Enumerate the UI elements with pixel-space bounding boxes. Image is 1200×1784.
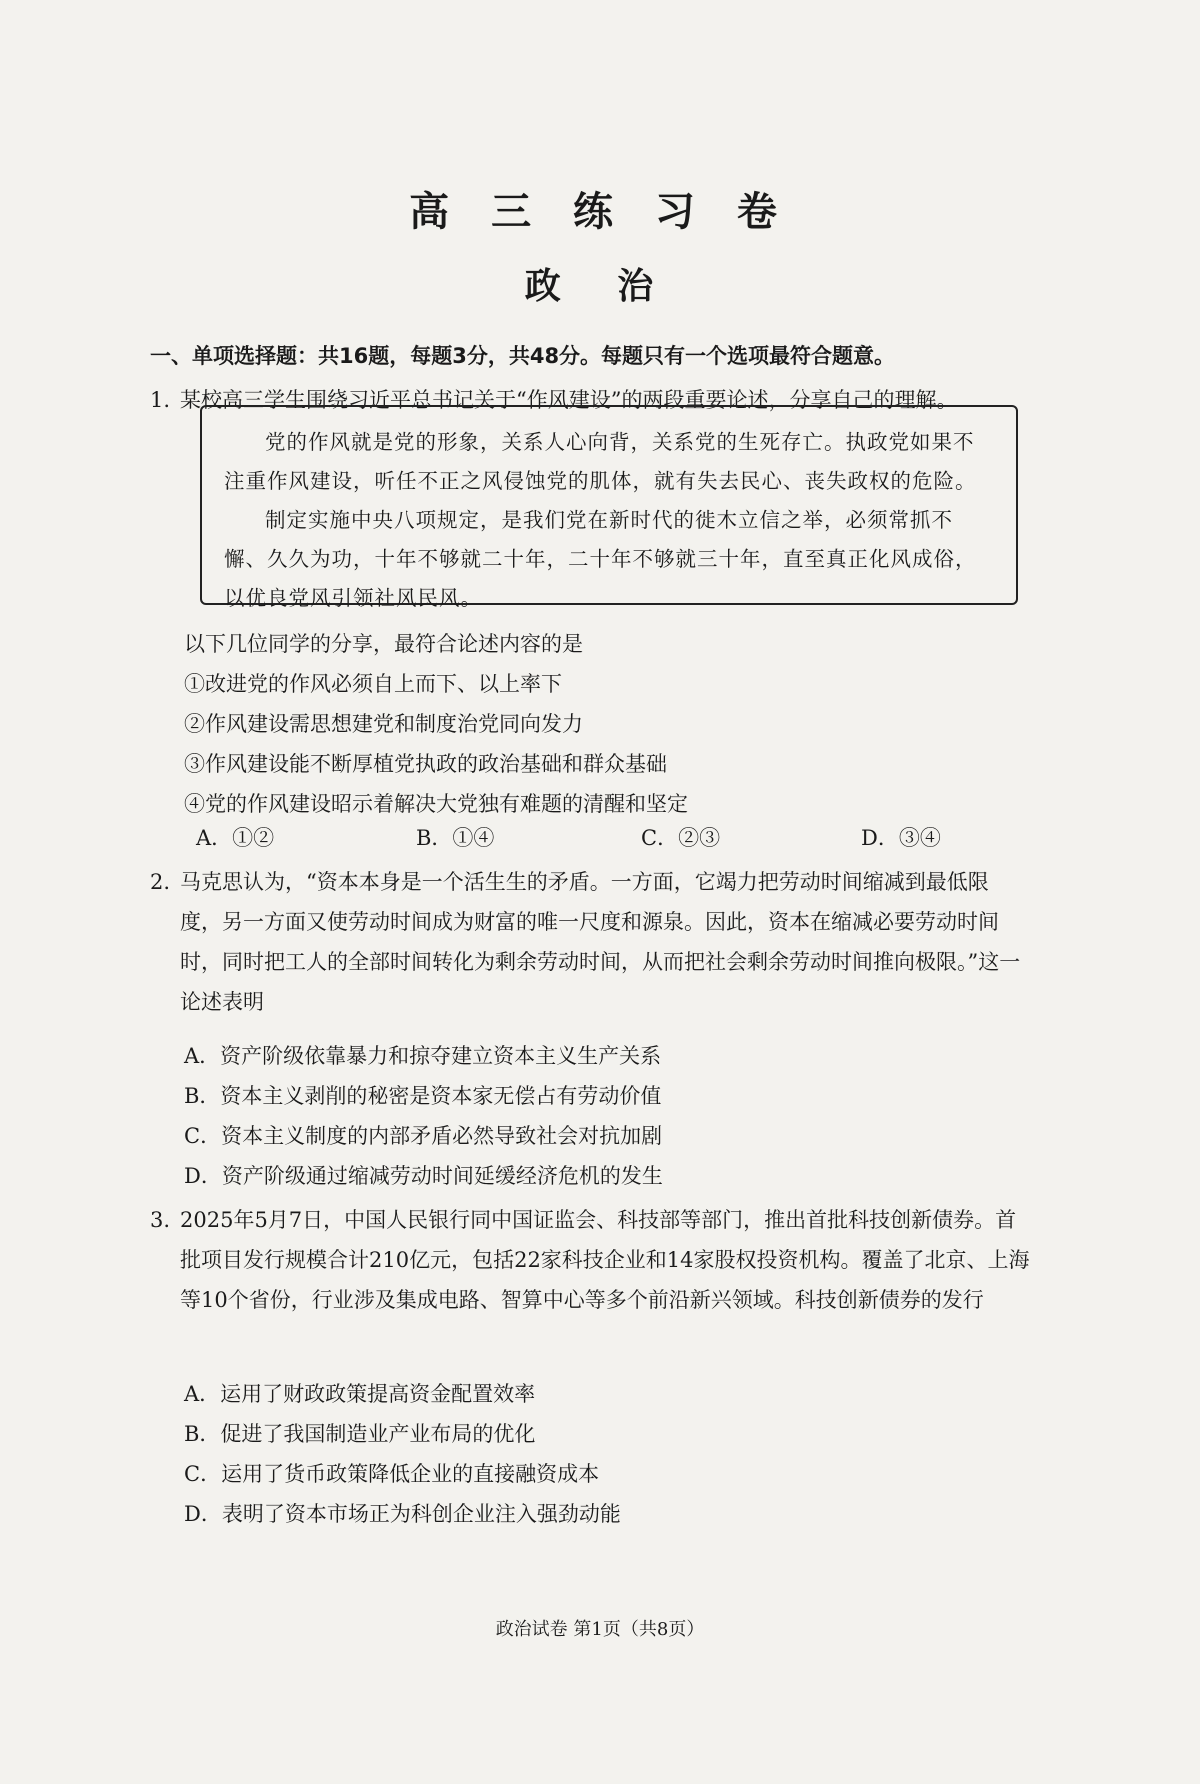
option-c[interactable]: C．②③: [641, 826, 721, 850]
option-c[interactable]: C．资本主义制度的内部矛盾必然导致社会对抗加剧: [184, 1124, 663, 1148]
option-b[interactable]: B．促进了我国制造业产业布局的优化: [184, 1422, 536, 1446]
statement-item: ①改进党的作风必须自上而下、以上率下: [184, 672, 562, 696]
page-footer: 政治试卷 第1页（共8页）: [495, 1619, 705, 1640]
question-1-options: [196, 822, 1036, 854]
option-a[interactable]: A．运用了财政政策提高资金配置效率: [184, 1382, 536, 1406]
statement-item: ④党的作风建设昭示着解决大党独有难题的清醒和坚定: [184, 792, 688, 816]
question-1-prompt: 以下几位同学的分享，最符合论述内容的是: [184, 632, 583, 656]
question-number: 2.: [150, 870, 171, 894]
question-text: 马克思认为，“资本本身是一个活生生的矛盾。一方面，它竭力把劳动时间缩减到最低限度，另一方面又使劳动时间成为财富的唯一尺度和源泉。因此，资本在缩减必要劳动时间时，同时把工人的全部时间转化为剩余劳动时间，从而把社会剩余劳动时间推向极限。”这一论述表明: [180, 870, 1021, 1014]
option-c[interactable]: C．运用了货币政策降低企业的直接融资成本: [184, 1462, 600, 1486]
question-3-stem: [150, 1200, 1030, 1320]
question-number: 1.: [150, 388, 171, 412]
quote-paragraph-2: 制定实施中央八项规定，是我们党在新时代的徙木立信之举，必须常抓不懈、久久为功，十年不够就二十年，二十年不够就三十年，直至真正化风成俗，以优良党风引领社风民风。: [224, 508, 977, 610]
question-number: 3.: [150, 1208, 171, 1232]
quote-box: [200, 405, 1018, 610]
option-d[interactable]: D．③④: [861, 826, 941, 850]
statement-item: ②作风建设需思想建党和制度治党同向发力: [184, 712, 583, 736]
question-2-stem: [150, 862, 1030, 1022]
option-b[interactable]: B．①④: [416, 826, 495, 850]
option-b[interactable]: B．资本主义剥削的秘密是资本家无偿占有劳动价值: [184, 1084, 662, 1108]
quote-paragraph-1: 党的作风就是党的形象，关系人心向背，关系党的生死存亡。执政党如果不注重作风建设，听任不正之风侵蚀党的肌体，就有失去民心、丧失政权的危险。: [224, 430, 977, 493]
option-a[interactable]: A．资产阶级依靠暴力和掠夺建立资本主义生产关系: [184, 1044, 662, 1068]
option-a[interactable]: A．①②: [196, 826, 275, 850]
option-d[interactable]: D．表明了资本市场正为科创企业注入强劲动能: [184, 1502, 621, 1526]
section-heading: 一、单项选择题：共16题，每题3分，共48分。每题只有一个选项最符合题意。: [150, 344, 896, 368]
subject-title: 政 治: [524, 265, 676, 307]
question-text: 2025年5月7日，中国人民银行同中国证监会、科技部等部门，推出首批科技创新债券。首批项目发行规模合计210亿元，包括22家科技企业和14家股权投资机构。覆盖了北京、上海等10个省份，行业涉及集成电路、智算中心等多个前沿新兴领域。科技创新债券的发行: [180, 1208, 1030, 1312]
option-d[interactable]: D．资产阶级通过缩减劳动时间延缓经济危机的发生: [184, 1164, 663, 1188]
question-text: 某校高三学生围绕习近平总书记关于“作风建设”的两段重要论述，分享自己的理解。: [180, 388, 958, 412]
statement-item: ③作风建设能不断厚植党执政的政治基础和群众基础: [184, 752, 667, 776]
exam-title: 高 三 练 习 卷: [409, 188, 791, 235]
